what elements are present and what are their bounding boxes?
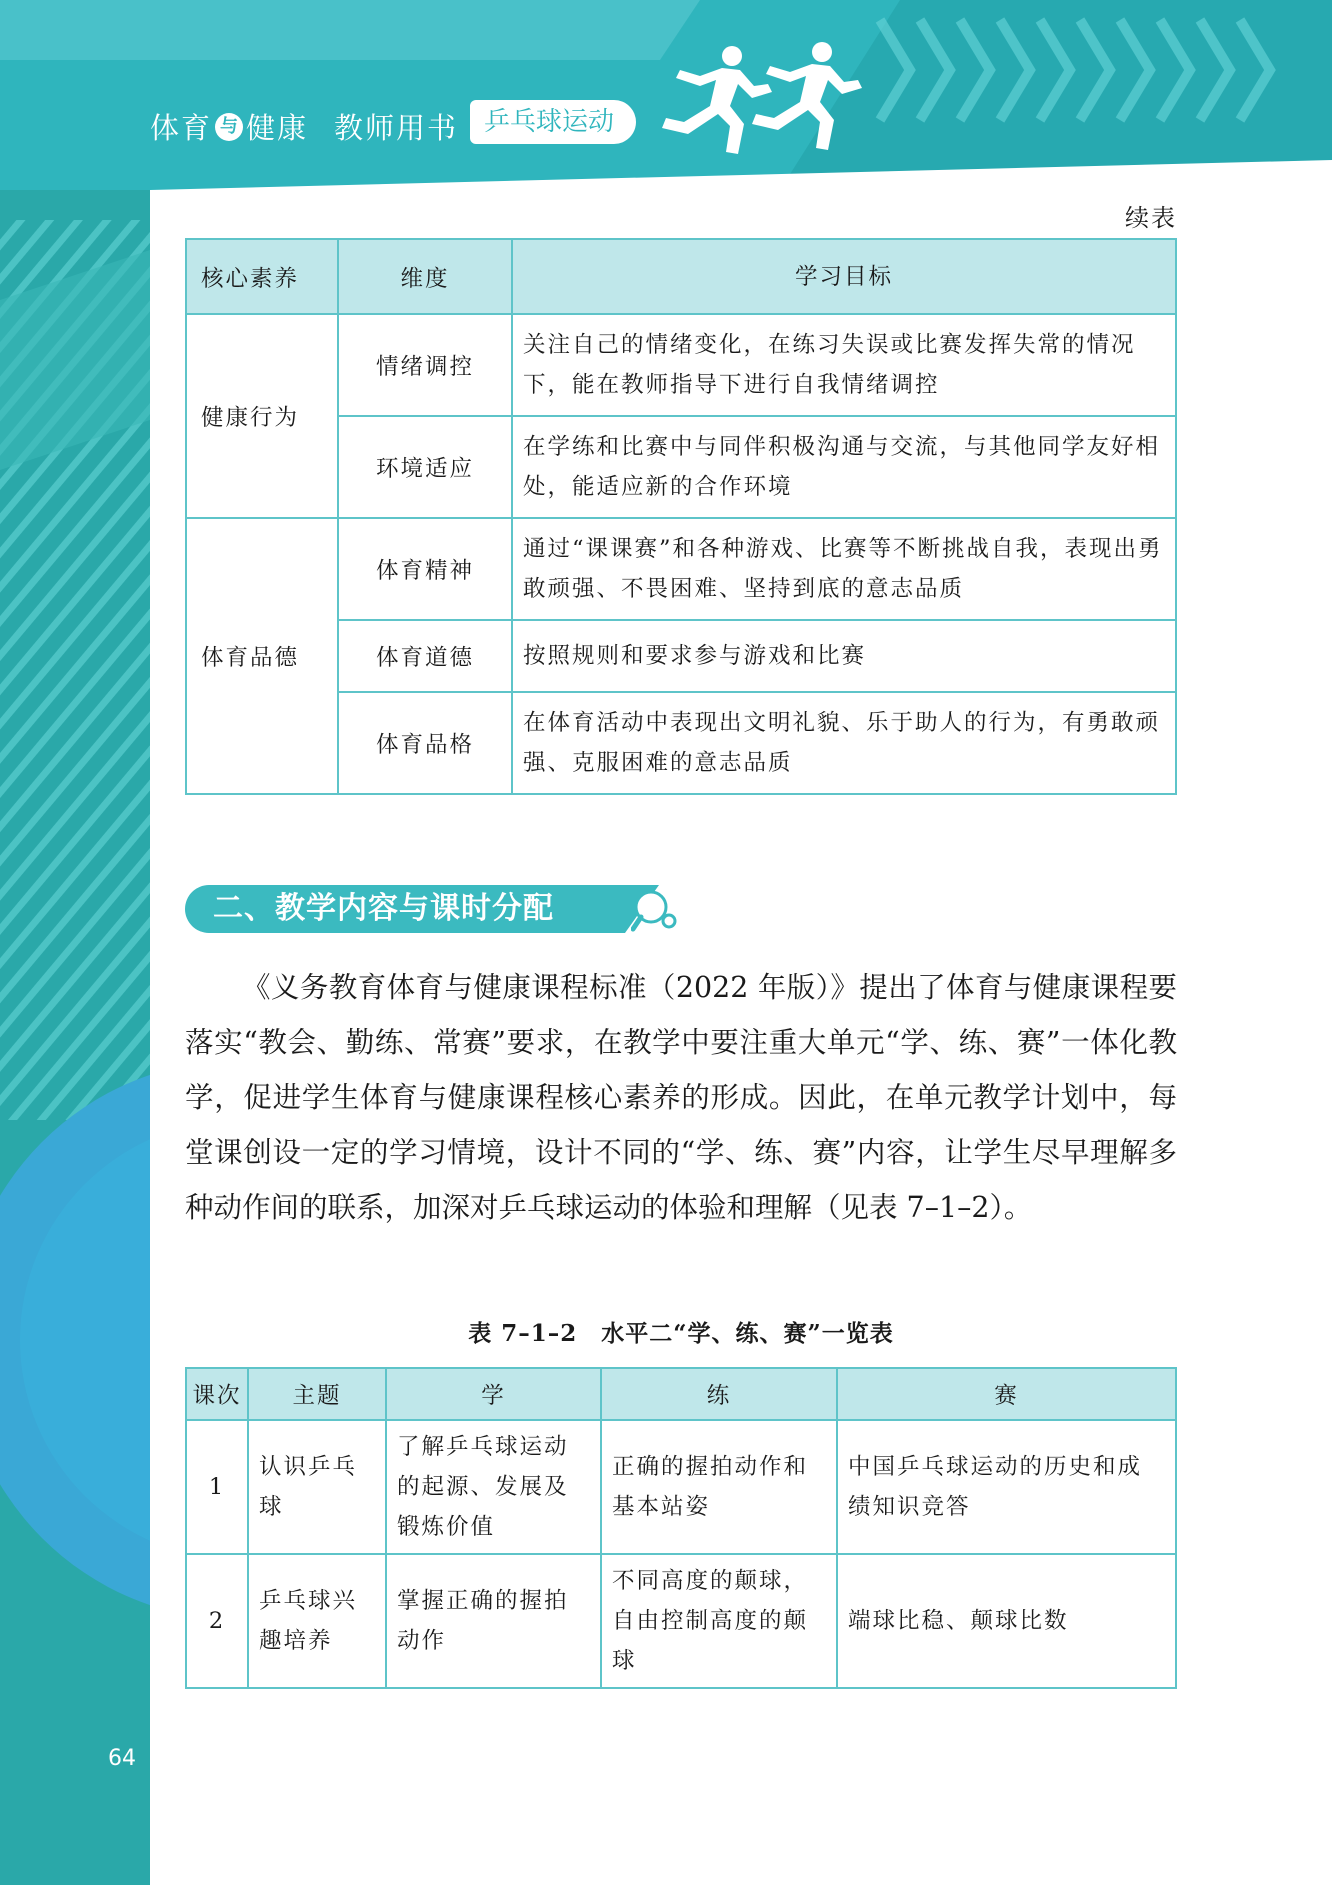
book-title-part1: 体育 — [150, 111, 213, 145]
body-paragraph — [185, 960, 1177, 1235]
runners-icon — [660, 40, 870, 160]
goal-cell: 关注自己的情绪变化，在练习失误或比赛发挥失常的情况下，能在教师指导下进行自我情绪调控 — [512, 314, 1176, 416]
chapter-badge: 乒乓球运动 — [470, 100, 636, 144]
learn-cell: 掌握正确的握拍动作 — [386, 1554, 601, 1688]
continued-label: 续表 — [1125, 204, 1177, 232]
theme-cell: 认识乒乓球 — [248, 1420, 386, 1554]
table-row — [186, 518, 1176, 620]
table-row — [186, 314, 1176, 416]
book-title-part3: 教师用书 — [334, 111, 459, 145]
header-core-literacy: 核心素养 — [186, 239, 338, 314]
dimension-cell: 环境适应 — [338, 416, 512, 518]
table-caption: 表 7–1–2 水平二“学、练、赛”一览表 — [468, 1320, 894, 1347]
dimension-cell: 体育品格 — [338, 692, 512, 794]
practice-cell: 正确的握拍动作和基本站姿 — [601, 1420, 837, 1554]
header-lesson: 课次 — [186, 1368, 248, 1420]
section-title: 二、教学内容与课时分配 — [213, 891, 554, 926]
page-number: 64 — [108, 1746, 136, 1771]
compete-cell: 端球比稳、颠球比数 — [837, 1554, 1176, 1688]
table-row — [186, 1420, 1176, 1554]
dimension-cell: 体育精神 — [338, 518, 512, 620]
paragraph-text: 《义务教育体育与健康课程标准（2022 年版）》提出了体育与健康课程要落实“教会、勤练、常赛”要求，在教学中要注重大单元“学、练、赛”一体化教学，促进学生体育与健康课程核心素养的形成。因此，在单元教学计划中，每堂课创设一定的学习情境，设计不同的“学、练、赛”内容，让学生尽早理解多种动作间的联系，加深对乒乓球运动的体验和理解（见表 7–1–2）。 — [185, 971, 1177, 1224]
header-theme: 主题 — [248, 1368, 386, 1420]
practice-cell: 不同高度的颠球，自由控制高度的颠球 — [601, 1554, 837, 1688]
goal-cell: 通过“课课赛”和各种游戏、比赛等不断挑战自我，表现出勇敢顽强、不畏困难、坚持到底的意志品质 — [512, 518, 1176, 620]
page-content — [150, 190, 1332, 1885]
book-title-part2: 健康 — [246, 111, 309, 145]
header-practice: 练 — [601, 1368, 837, 1420]
header-learning-goal: 学习目标 — [512, 239, 1176, 314]
theme-cell: 乒乓球兴趣培养 — [248, 1554, 386, 1688]
lesson-cell: 2 — [186, 1554, 248, 1688]
core-cell: 体育品德 — [186, 518, 338, 794]
lesson-cell: 1 — [186, 1420, 248, 1554]
core-literacy-table — [185, 238, 1177, 795]
table-header-row — [186, 1368, 1176, 1420]
table-header-row — [186, 239, 1176, 314]
learn-cell: 了解乒乓球运动的起源、发展及锻炼价值 — [386, 1420, 601, 1554]
goal-cell: 按照规则和要求参与游戏和比赛 — [512, 620, 1176, 692]
header-dimension: 维度 — [338, 239, 512, 314]
section-heading — [185, 885, 675, 933]
learn-practice-compete-table — [185, 1367, 1177, 1689]
book-title — [150, 106, 458, 147]
table-tennis-paddle-icon — [631, 887, 679, 933]
book-title-connector: 与 — [215, 113, 243, 141]
header-learn: 学 — [386, 1368, 601, 1420]
page-header — [0, 0, 1332, 190]
table-row — [186, 1554, 1176, 1688]
goal-cell: 在学练和比赛中与同伴积极沟通与交流，与其他同学友好相处，能适应新的合作环境 — [512, 416, 1176, 518]
header-compete: 赛 — [837, 1368, 1176, 1420]
dimension-cell: 体育道德 — [338, 620, 512, 692]
core-cell: 健康行为 — [186, 314, 338, 518]
dimension-cell: 情绪调控 — [338, 314, 512, 416]
goal-cell: 在体育活动中表现出文明礼貌、乐于助人的行为，有勇敢顽强、克服困难的意志品质 — [512, 692, 1176, 794]
compete-cell: 中国乒乓球运动的历史和成绩知识竞答 — [837, 1420, 1176, 1554]
